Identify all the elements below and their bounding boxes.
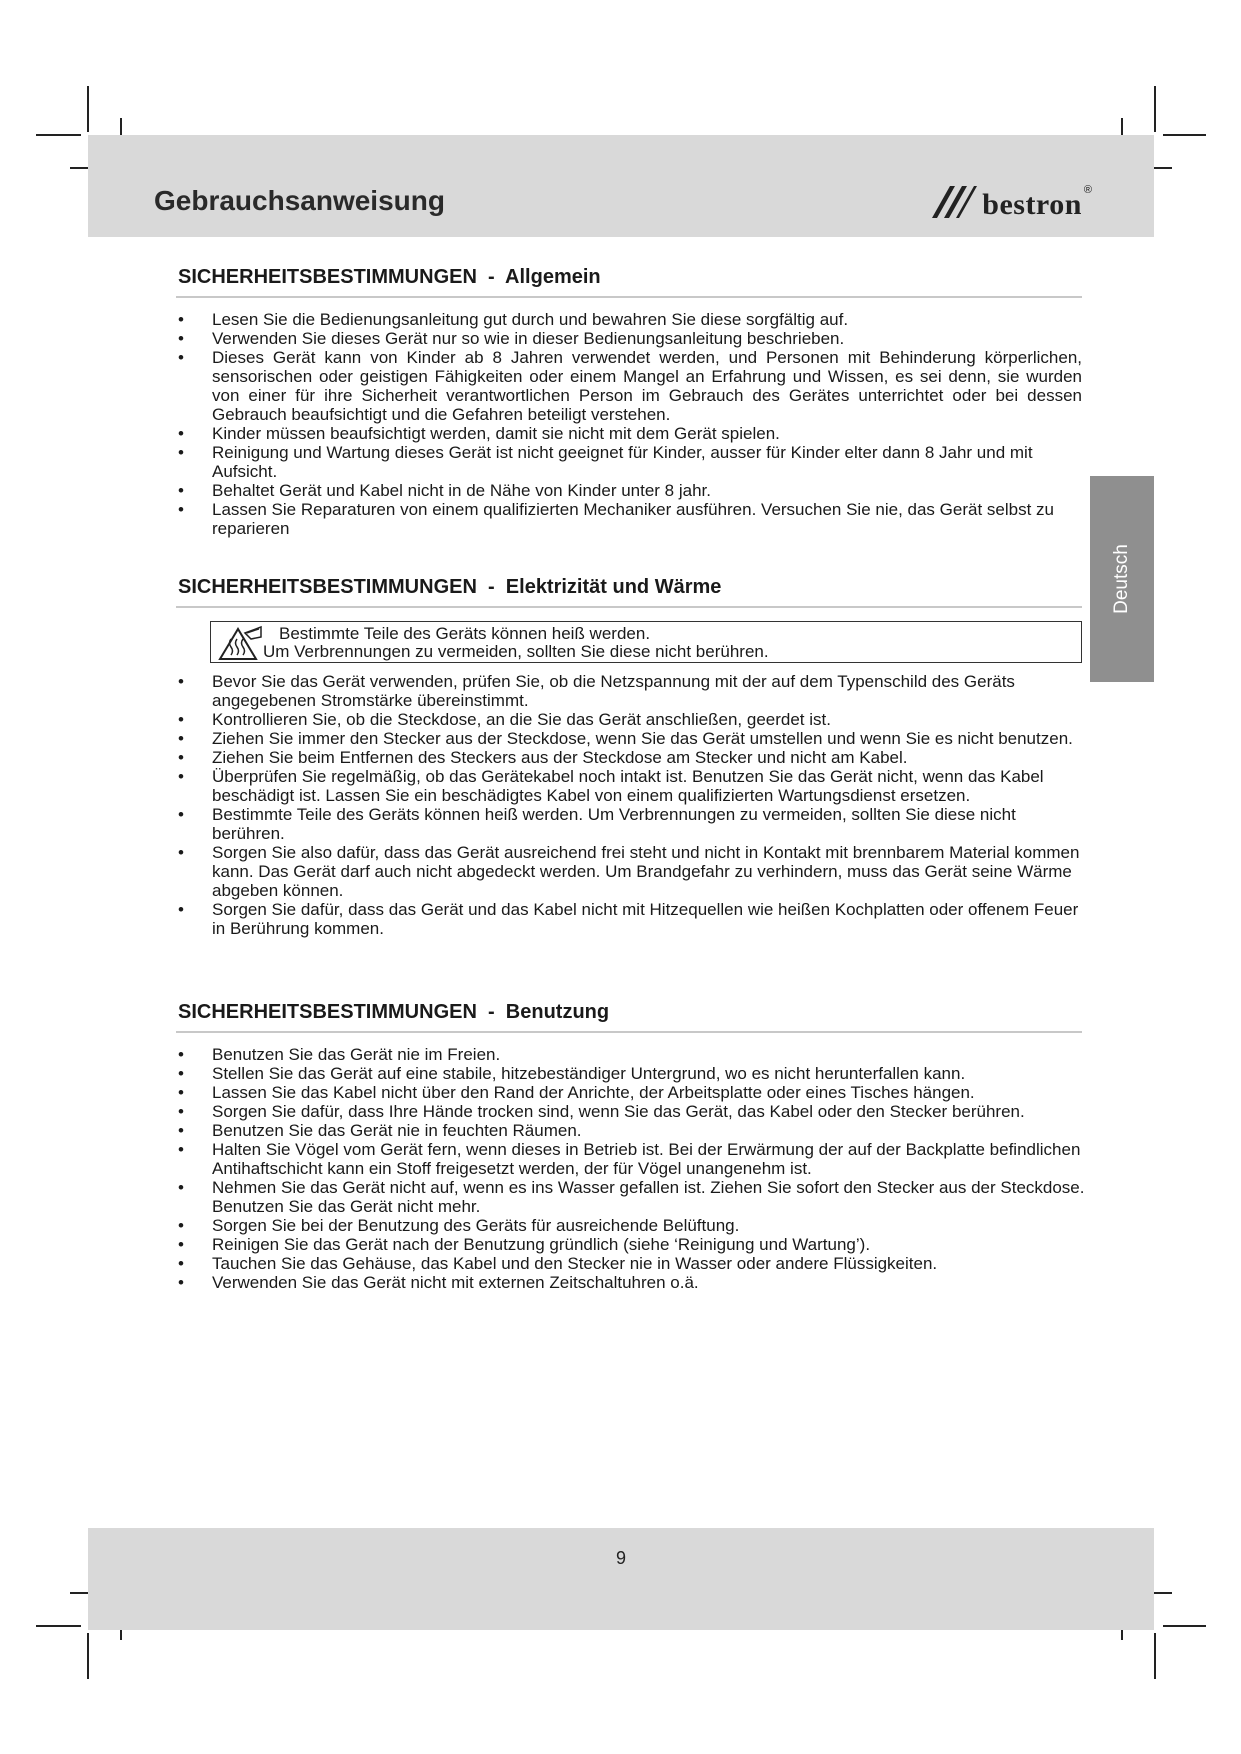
list-item: • Behaltet Gerät und Kabel nicht in de Nähe von Kinder unter 8 jahr. <box>172 481 1082 500</box>
hot-surface-warning-icon <box>217 625 263 661</box>
list-item: • Lesen Sie die Bedienungsanleitung gut durch und bewahren Sie diese sorgfältig auf. <box>172 310 1082 329</box>
list-item: • Verwenden Sie das Gerät nicht mit externen Zeitschaltuhren o.ä. <box>172 1273 1088 1292</box>
header-band <box>88 135 1154 237</box>
logo-arrows-icon <box>930 184 978 220</box>
list-item: • Stellen Sie das Gerät auf eine stabile, hitzebeständiger Untergrund, wo es nicht herunterfallen kann. <box>172 1064 1088 1083</box>
brand-name: bestron <box>982 188 1082 221</box>
list-item: • Reinigen Sie das Gerät nach der Benutzung gründlich (siehe ‘Reinigung und Wartung’). <box>172 1235 1088 1254</box>
list-item: • Benutzen Sie das Gerät nie im Freien. <box>172 1045 1088 1064</box>
crop-mark <box>1154 86 1156 132</box>
list-item: • Sorgen Sie dafür, dass das Gerät und das Kabel nicht mit Hitzequellen wie heißen Kochplatten oder offenem Feuer in Berührung kommen. <box>172 900 1088 938</box>
list-item: • Benutzen Sie das Gerät nie in feuchten Räumen. <box>172 1121 1088 1140</box>
list-item: • Nehmen Sie das Gerät nicht auf, wenn es ins Wasser gefallen ist. Ziehen Sie sofort den Stecker aus der Steckdose. Benutzen Sie das Gerät nicht mehr. <box>172 1178 1088 1216</box>
bullet-list-general <box>172 310 1082 538</box>
warning-text-line1: Bestimmte Teile des Geräts können heiß werden. <box>279 624 651 643</box>
list-item: • Kontrollieren Sie, ob die Steckdose, an die Sie das Gerät anschließen, geerdet ist. <box>172 710 1088 729</box>
page-number: 9 <box>615 1548 626 1568</box>
section-heading-usage: SICHERHEITSBESTIMMUNGEN - Benutzung <box>178 1001 610 1023</box>
list-item: • Verwenden Sie dieses Gerät nur so wie in dieser Bedienungsanleitung beschrieben. <box>172 329 1082 348</box>
list-item: • Bestimmte Teile des Geräts können heiß werden. Um Verbrennungen zu vermeiden, sollten Sie diese nicht berühren. <box>172 805 1088 843</box>
language-label: Deutsch <box>1111 544 1132 614</box>
list-item: • Dieses Gerät kann von Kinder ab 8 Jahren verwendet werden, und Personen mit Behinderung körperlichen, sensorischen oder geistigen Fähigkeiten oder einem Mangel an Erfahrung und Wissen, es sei denn, sie wurden von einer für ihre Sicherheit verantwortlichen Person im Gebrauch des Gerätes unterrichtet oder bei dessen Gebrauch beaufsichtigt und die Gefahren beteiligt verstehen. <box>172 348 1082 424</box>
list-item: • Kinder müssen beaufsichtigt werden, damit sie nicht mit dem Gerät spielen. <box>172 424 1082 443</box>
list-item: • Sorgen Sie bei der Benutzung des Geräts für ausreichende Belüftung. <box>172 1216 1088 1235</box>
language-tab <box>1090 476 1154 682</box>
list-item: • Bevor Sie das Gerät verwenden, prüfen Sie, ob die Netzspannung mit der auf dem Typenschild des Geräts angegebenen Stromstärke übereinstimmt. <box>172 672 1088 710</box>
hot-surface-warning <box>210 621 1082 663</box>
crop-mark <box>87 1633 89 1679</box>
divider <box>176 606 1082 608</box>
list-item: • Halten Sie Vögel vom Gerät fern, wenn dieses in Betrieb ist. Bei der Erwärmung der auf der Backplatte befindlichen Antihaftschicht kann ein Stoff freigesetzt werden, der für Vögel unangenehm ist. <box>172 1140 1088 1178</box>
brand-logo <box>930 180 1092 220</box>
list-item: • Sorgen Sie dafür, dass Ihre Hände trocken sind, wenn Sie das Gerät, das Kabel oder den Stecker berühren. <box>172 1102 1088 1121</box>
list-item: • Sorgen Sie also dafür, dass das Gerät ausreichend frei steht und nicht in Kontakt mit brennbarem Material kommen kann. Das Gerät darf auch nicht abgedeckt werden. Um Brandgefahr zu verhindern, muss das Gerät seine Wärme abgeben können. <box>172 843 1088 900</box>
crop-mark <box>36 134 81 136</box>
divider <box>176 1031 1082 1033</box>
list-item: • Reinigung und Wartung dieses Gerät ist nicht geeignet für Kinder, ausser für Kinder elter dann 8 Jahr und mit Aufsicht. <box>172 443 1082 481</box>
section-heading-general: SICHERHEITSBESTIMMUNGEN - Allgemein <box>178 266 601 288</box>
warning-text-line2: Um Verbrennungen zu vermeiden, sollten Sie diese nicht berühren. <box>263 642 769 661</box>
section-heading-electricity: SICHERHEITSBESTIMMUNGEN - Elektrizität und Wärme <box>178 576 722 598</box>
bullet-list-electricity <box>172 672 1088 938</box>
crop-mark <box>1163 1625 1206 1627</box>
crop-mark <box>87 86 89 132</box>
list-item: • Tauchen Sie das Gehäuse, das Kabel und den Stecker nie in Wasser oder andere Flüssigkeiten. <box>172 1254 1088 1273</box>
crop-mark <box>36 1625 81 1627</box>
divider <box>176 296 1082 298</box>
list-item: • Lassen Sie das Kabel nicht über den Rand der Anrichte, der Arbeitsplatte oder eines Tisches hängen. <box>172 1083 1088 1102</box>
page-title: Gebrauchsanweisung <box>154 185 445 216</box>
crop-mark <box>1163 134 1206 136</box>
registered-mark: ® <box>1083 184 1092 196</box>
list-item: • Überprüfen Sie regelmäßig, ob das Gerätekabel noch intakt ist. Benutzen Sie das Gerät nicht, wenn das Kabel beschädigt ist. Lassen Sie ein beschädigtes Kabel von einem qualifizierten Wartungsdienst ersetzen. <box>172 767 1088 805</box>
list-item: • Lassen Sie Reparaturen von einem qualifizierten Mechaniker ausführen. Versuchen Sie nie, das Gerät selbst zu reparieren <box>172 500 1082 538</box>
list-item: • Ziehen Sie beim Entfernen des Steckers aus der Steckdose am Stecker und nicht am Kabel. <box>172 748 1088 767</box>
crop-mark <box>1154 1633 1156 1679</box>
footer-band <box>88 1528 1154 1630</box>
bullet-list-usage <box>172 1045 1088 1292</box>
list-item: • Ziehen Sie immer den Stecker aus der Steckdose, wenn Sie das Gerät umstellen und wenn Sie es nicht benutzen. <box>172 729 1088 748</box>
